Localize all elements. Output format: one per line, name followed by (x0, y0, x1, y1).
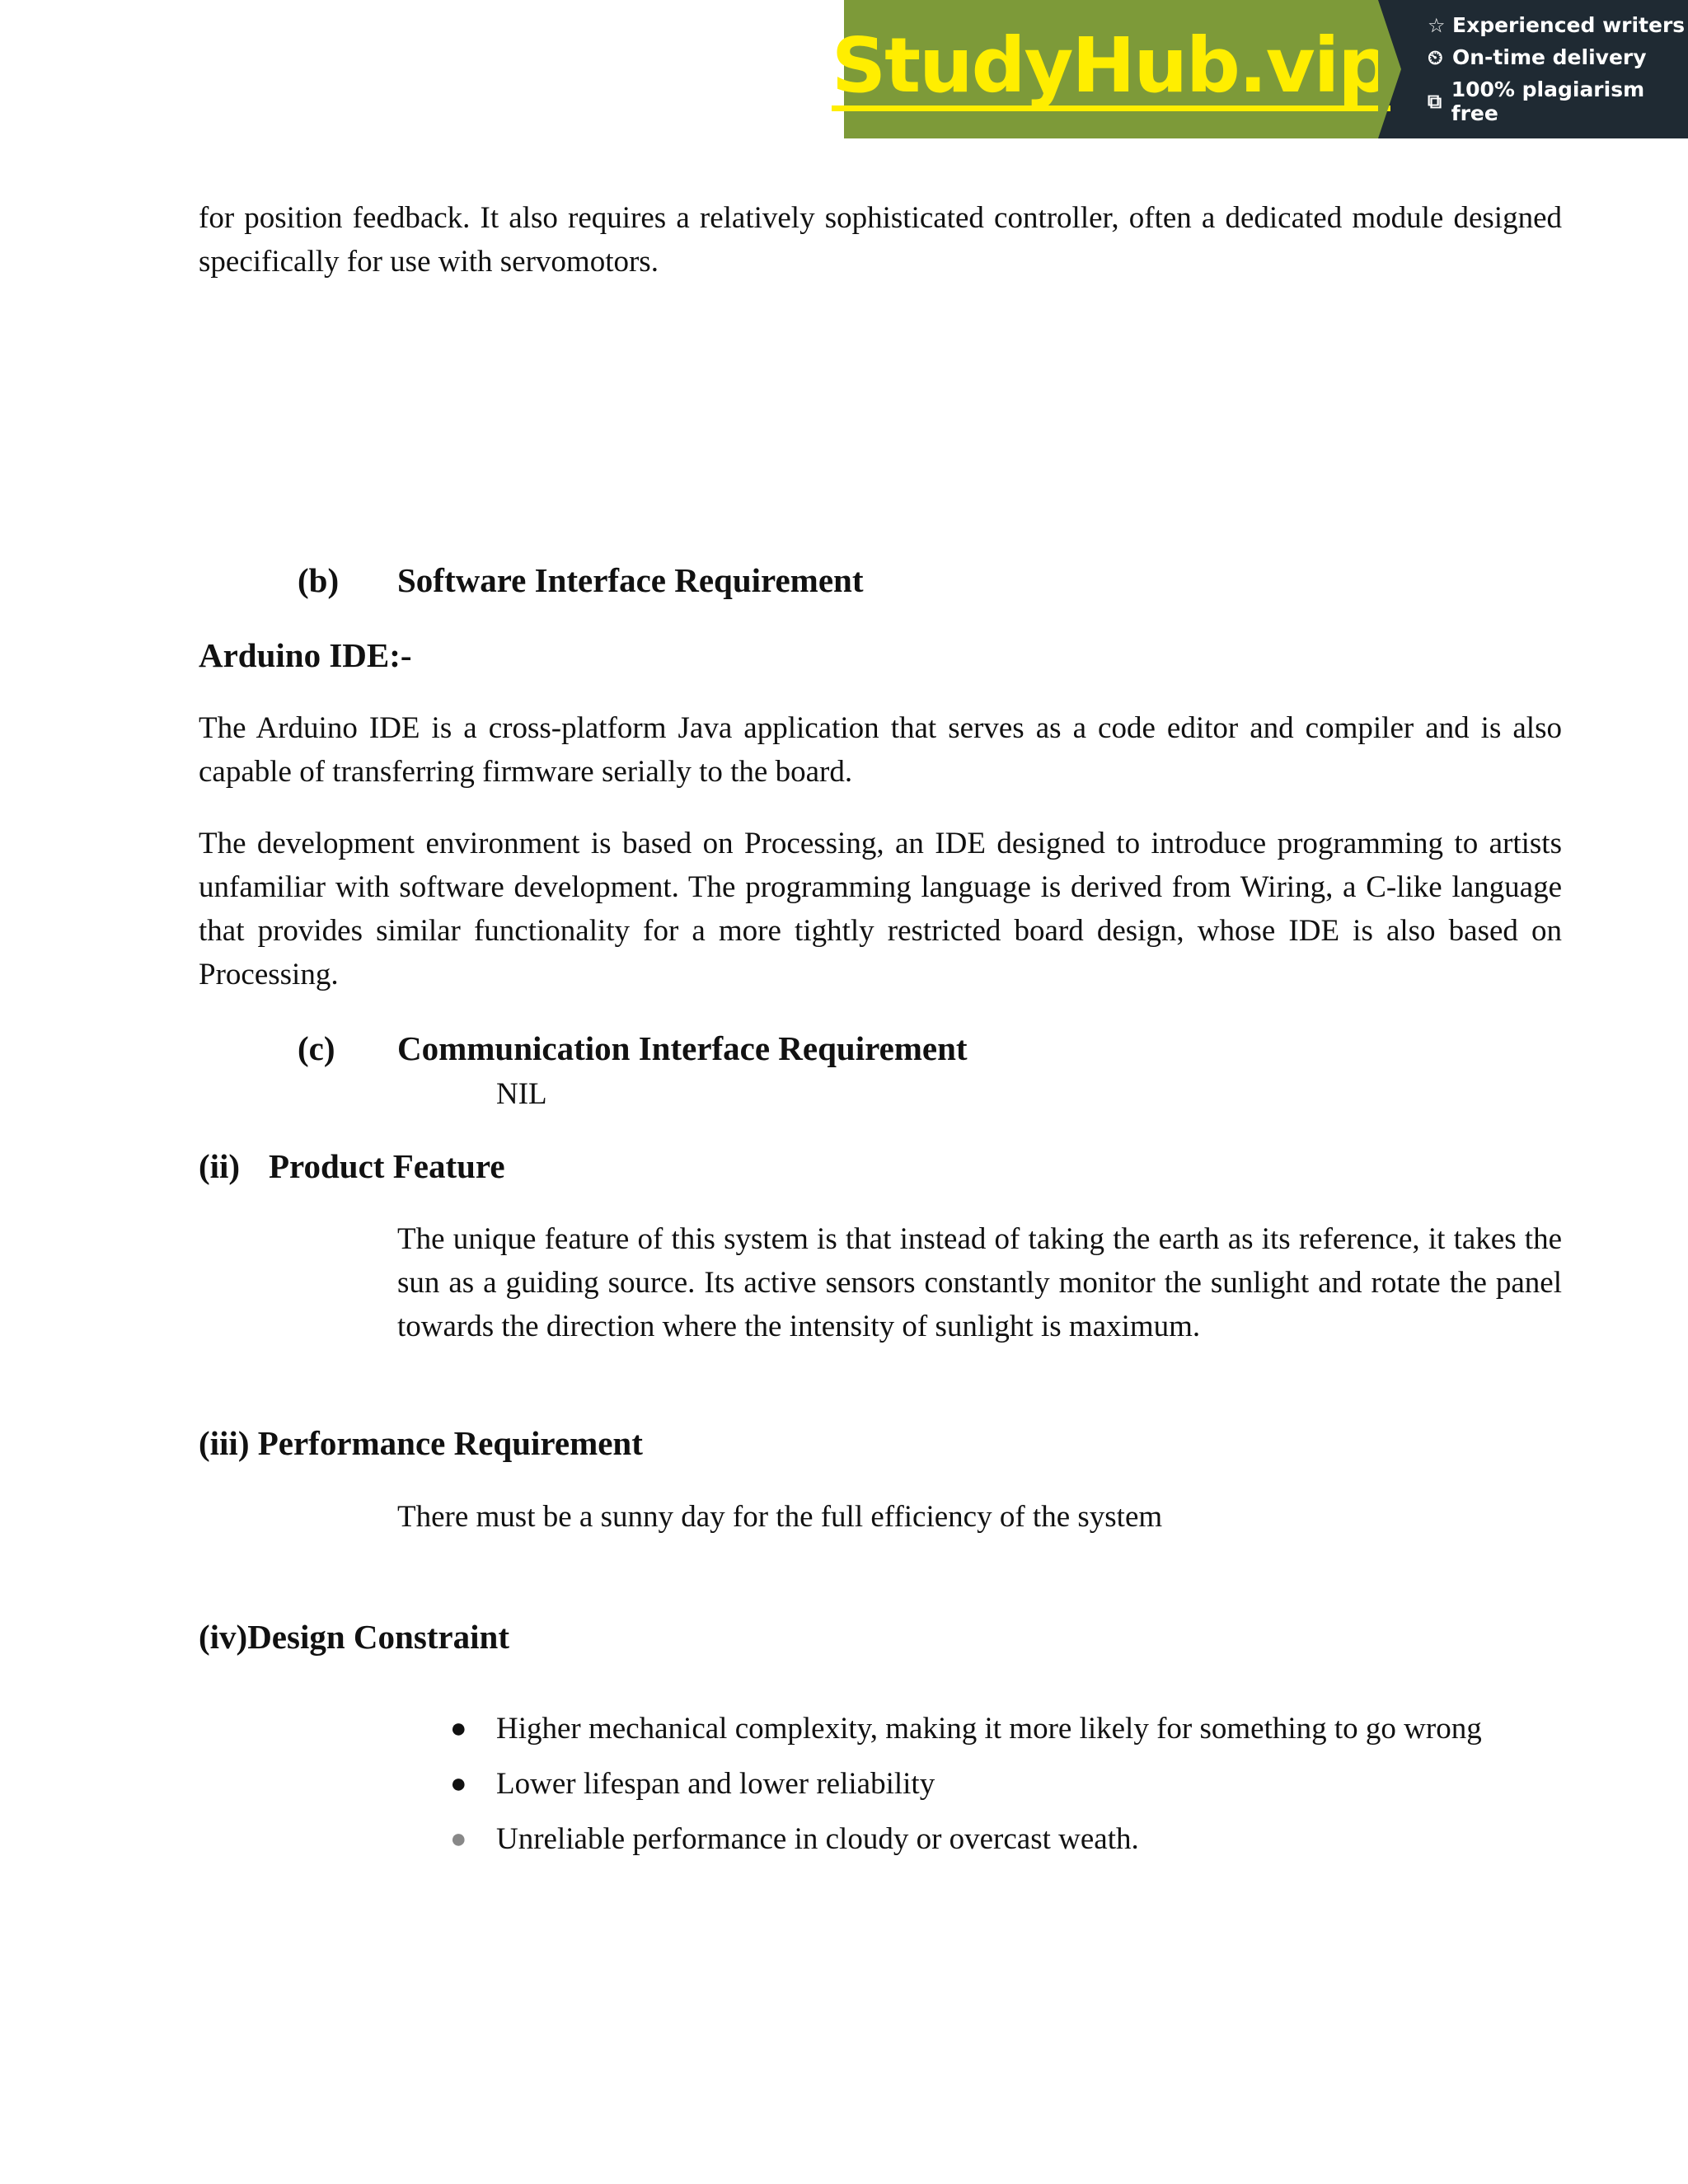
list-item (450, 1756, 1562, 1811)
bullet-icon: ● (450, 1824, 467, 1854)
section-b-title: Software Interface Requirement (397, 561, 864, 599)
design-constraint-list (450, 1701, 1562, 1867)
brand-logo (831, 0, 1391, 138)
section-c-title: Communication Interface Requirement (397, 1029, 968, 1067)
performance-paragraph: There must be a sunny day for the full efficiency of the system (397, 1500, 1163, 1534)
section-c-value: NIL (496, 1077, 547, 1111)
arduino-heading: Arduino IDE:- (199, 636, 412, 674)
arduino-paragraph-2: The development environment is based on Processing, an IDE designed to introduce programming to artists unfamiliar with software development. The programming language is derived from Wiring, a C-like language that provides similar functionality for a more tightly restricted board design, whose IDE is also based on Processing. (199, 827, 1562, 991)
feature-label: On-time delivery (1452, 45, 1647, 69)
list-item-text: Higher mechanical complexity, making it more likely for something to go wrong (496, 1712, 1482, 1746)
banner-features (1378, 0, 1688, 138)
section-iii-heading: (iii) Performance Requirement (199, 1424, 643, 1462)
section-c-number: (c) (298, 1029, 335, 1067)
section-ii-number: (ii) (199, 1147, 241, 1185)
list-item-text: Unreliable performance in cloudy or overcast weath. (496, 1822, 1139, 1856)
section-iv-heading: (iv)Design Constraint (199, 1618, 509, 1656)
feature-label: Experienced writers (1452, 13, 1686, 37)
section-ii-heading (199, 1146, 505, 1187)
brand-name: StudyHub.vip (831, 21, 1391, 110)
bullet-icon: ● (450, 1713, 467, 1744)
feature-on-time-delivery (1428, 45, 1688, 69)
feature-label: 100% plagiarism free (1451, 77, 1645, 125)
section-b-heading (298, 560, 864, 601)
feature-plagiarism-free (1428, 77, 1688, 125)
list-item-text: Lower lifespan and lower reliability (496, 1767, 935, 1801)
bullet-icon: ● (450, 1769, 467, 1799)
section-b-number: (b) (298, 561, 340, 599)
star-icon: ☆ (1428, 13, 1446, 37)
promo-banner[interactable] (831, 0, 1688, 138)
feature-experienced-writers (1428, 13, 1688, 37)
copy-icon: ⧉ (1428, 90, 1442, 113)
arduino-paragraph-1: The Arduino IDE is a cross-platform Java application that serves as a code editor and compiler and is also capable of transferring firmware serially to the board. (199, 711, 1562, 789)
intro-paragraph: for position feedback. It also requires a relatively sophisticated controller, often a dedicated module designed specifically for use with servomotors. (199, 201, 1562, 279)
banner-notch (1378, 0, 1401, 138)
product-feature-paragraph: The unique feature of this system is that instead of taking the earth as its reference, it takes the sun as a guiding source. Its active sensors constantly monitor the sunlight and rotate the panel towards the direction where the intensity of sunlight is maximum. (397, 1222, 1562, 1343)
list-item (450, 1701, 1562, 1756)
list-item (450, 1811, 1562, 1867)
section-ii-title: Product Feature (269, 1147, 505, 1185)
clock-icon: ⏲ (1428, 45, 1443, 69)
section-c-heading (298, 1028, 968, 1069)
